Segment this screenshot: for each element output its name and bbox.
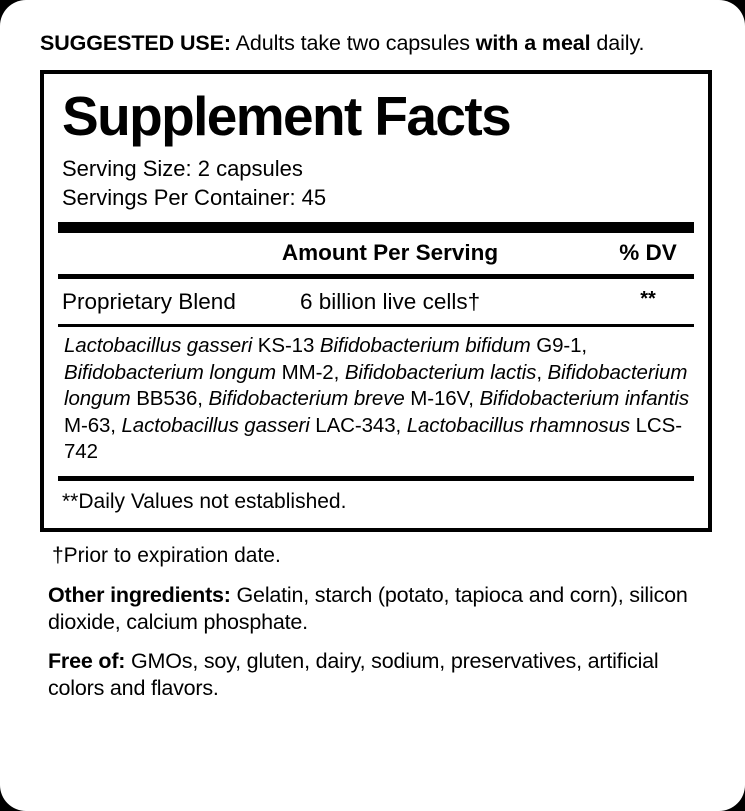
- proprietary-blend-row: [58, 279, 694, 324]
- column-header-dv: % DV: [619, 240, 677, 265]
- column-header-amount: Amount Per Serving: [281, 240, 499, 265]
- expiration-footnote: †Prior to expiration date.: [52, 543, 281, 567]
- supplement-facts-panel: [40, 70, 712, 532]
- other-ingredients-label: Other ingredients:: [48, 582, 231, 607]
- supplement-facts-title: Supplement Facts: [62, 85, 511, 147]
- strain-list: Lactobacillus gasseri KS-13 Bifidobacterium bifidum G9-1, Bifidobacterium longum MM-2, Bifidobacterium lactis, Bifidobacterium longum BB536, Bifidobacterium breve M-16V, Bifidobacterium infantis M-63, Lactobacillus gasseri LAC-343, Lactobacillus rhamnosus LCS-742: [64, 334, 689, 463]
- free-of-label: Free of:: [48, 648, 126, 673]
- daily-value-footnote: **Daily Values not established.: [62, 489, 347, 513]
- blend-name: Proprietary Blend: [62, 289, 236, 314]
- blend-amount: 6 billion live cells†: [300, 289, 481, 314]
- free-of-text: GMOs, soy, gluten, dairy, sodium, preservatives, artificial colors and flavors.: [48, 648, 659, 700]
- facts-column-headers: [58, 233, 694, 274]
- suggested-use-text-after: daily.: [590, 31, 645, 55]
- free-of: [48, 648, 712, 702]
- label-content: [40, 30, 712, 702]
- other-ingredients-text: Gelatin, starch (potato, tapioca and corn), silicon dioxide, calcium phosphate.: [48, 582, 688, 634]
- suggested-use-emphasis: with a meal: [475, 31, 591, 55]
- serving-size: Serving Size: 2 capsules: [62, 156, 303, 181]
- footnotes-block: [40, 542, 712, 702]
- servings-per-container: Servings Per Container: 45: [62, 185, 327, 210]
- divider-thick-top: [58, 222, 694, 233]
- suggested-use-heading: SUGGESTED USE:: [40, 31, 231, 55]
- other-ingredients: [48, 582, 712, 636]
- blend-daily-value: **: [640, 288, 656, 310]
- suggested-use-text-before: Adults take two capsules: [230, 31, 476, 55]
- suggested-use-line: [40, 30, 712, 56]
